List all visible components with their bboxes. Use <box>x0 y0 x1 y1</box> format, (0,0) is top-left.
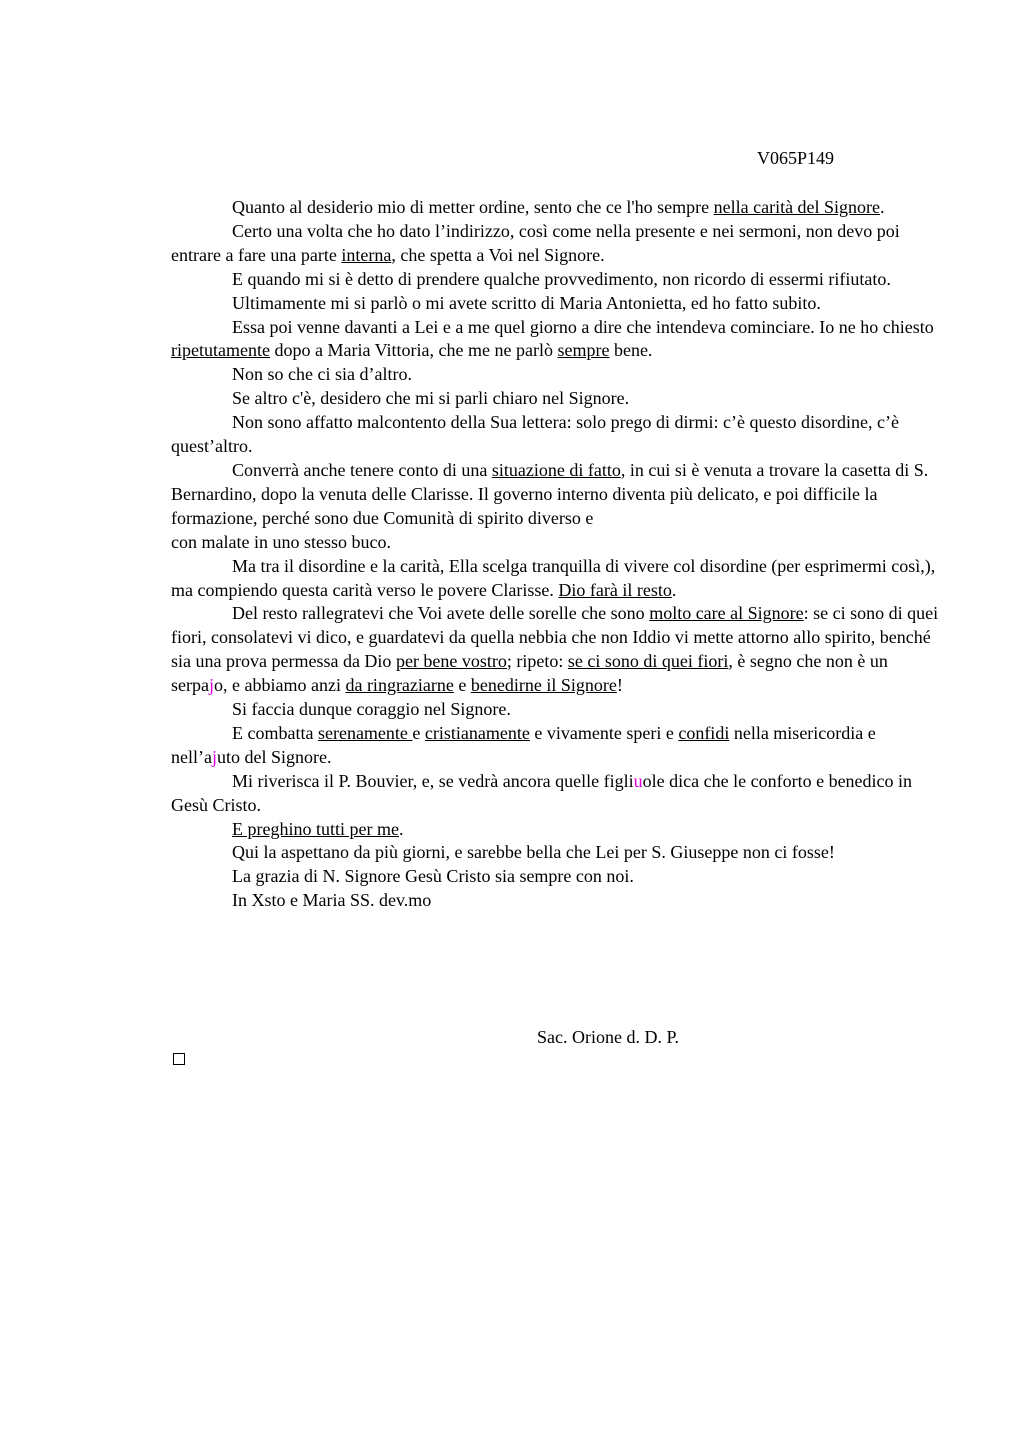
underlined-text: interna <box>341 244 392 265</box>
underlined-text: E preghino tutti per me <box>232 818 399 839</box>
text-run: , in cui si è venuta a trovare la casetta di S. Bernardino, dopo la venuta delle Clarisse. Il governo interno diventa più delicato, e poi difficile la formazione, perché sono due Comunità di spirito diverso e <box>171 459 929 528</box>
underlined-text: ripetutamente <box>171 340 270 361</box>
text-run: Qui la aspettano da più giorni, e sarebbe bella che Lei per S. Giuseppe non ci fosse! <box>232 842 835 863</box>
underlined-text: per bene vostro <box>395 651 507 672</box>
document-id: V065P149 <box>757 148 835 168</box>
text-run: Non so che ci sia d’altro. <box>232 364 412 385</box>
underlined-text: benedirne il Signore <box>470 675 617 696</box>
text-run: In Xsto e Maria SS. dev.mo <box>232 890 432 911</box>
letter-paragraph <box>171 841 941 865</box>
underlined-text: nella carità del Signore <box>713 197 881 217</box>
text-run: Quanto al desiderio mio di metter ordine, sento che ce l'ho sempre <box>232 197 714 217</box>
text-run: con malate in uno stesso buco. <box>171 531 391 552</box>
underlined-text: sempre <box>557 340 610 361</box>
text-run: ole dica che le conforto e benedico in Gesù Cristo. <box>171 770 913 815</box>
text-run: Ultimamente mi si parlò o mi avete scritto di Maria Antonietta, ed ho fatto subito. <box>232 292 821 313</box>
letter-paragraph <box>171 865 941 889</box>
text-run: ! <box>616 675 623 696</box>
text-run: e vivamente speri e <box>529 722 679 743</box>
letter-paragraph <box>171 770 941 818</box>
letter-paragraph <box>171 292 941 316</box>
text-run: Non sono affatto malcontento della Sua lettera: solo prego di dirmi: c’è questo disordine, c’è quest’altro. <box>171 412 899 457</box>
underlined-text: confidi <box>678 722 730 743</box>
text-run: uto del Signore. <box>217 746 332 767</box>
letter-paragraph <box>171 196 941 220</box>
letter-paragraph <box>171 555 941 603</box>
text-run: . <box>398 818 404 839</box>
text-run: , è segno che non è un serpa <box>171 651 888 696</box>
text-run: e <box>412 722 425 743</box>
highlighted-letter: j <box>211 746 217 767</box>
text-run: La grazia di N. Signore Gesù Cristo sia sempre con noi. <box>232 866 634 887</box>
letter-paragraph <box>171 459 941 555</box>
text-run: nella misericordia e nell’a <box>171 722 876 767</box>
checkbox-square-icon <box>173 1053 185 1065</box>
letter-paragraph <box>171 268 941 292</box>
underlined-text: molto care al Signore <box>649 603 804 624</box>
text-run: . <box>671 579 677 600</box>
signature: Sac. Orione d. D. P. <box>537 1027 679 1047</box>
underlined-text: da ringraziarne <box>345 675 454 696</box>
letter-paragraph <box>171 722 941 770</box>
letter-body <box>171 196 941 913</box>
underlined-text: Dio farà il resto <box>558 579 672 600</box>
text-run: ; ripeto: <box>506 651 568 672</box>
underlined-text: situazione di fatto <box>491 459 621 480</box>
text-run: Se altro c'è, desidero che mi si parli chiaro nel Signore. <box>232 388 630 409</box>
underlined-text: serenamente <box>317 722 413 743</box>
text-run: bene. <box>609 340 653 361</box>
text-run: dopo a Maria Vittoria, che me ne parlò <box>269 340 558 361</box>
text-run: E combatta <box>232 722 318 743</box>
text-run: , che spetta a Voi nel Signore. <box>391 244 605 265</box>
text-run: Converrà anche tenere conto di una <box>232 459 492 480</box>
underlined-text: cristianamente <box>424 722 530 743</box>
text-run: Mi riverisca il P. Bouvier, e, se vedrà ancora quelle figli <box>232 770 634 791</box>
text-run: . <box>880 197 885 217</box>
text-run: Si faccia dunque coraggio nel Signore. <box>232 699 511 720</box>
letter-paragraph <box>171 698 941 722</box>
letter-paragraph <box>171 411 941 459</box>
text-run: Essa poi venne davanti a Lei e a me quel giorno a dire che intendeva cominciare. Io ne ho chiesto <box>232 316 934 337</box>
letter-paragraph <box>171 363 941 387</box>
text-run: o, e abbiamo anzi <box>214 675 346 696</box>
highlighted-letter: j <box>208 675 214 696</box>
letter-paragraph <box>171 316 941 364</box>
highlighted-letter: u <box>633 770 643 791</box>
letter-paragraph <box>171 220 941 268</box>
underlined-text: se ci sono di quei fiori <box>567 651 729 672</box>
letter-paragraph <box>171 387 941 411</box>
text-run: : se ci sono di quei fiori, consolatevi vi dico, e guardatevi da quella nebbia che non Iddio vi mette attorno allo spirito, benché sia una prova permessa da Dio <box>171 603 939 672</box>
text-run: Del resto rallegratevi che Voi avete delle sorelle che sono <box>232 603 650 624</box>
text-run: Certo una volta che ho dato l’indirizzo, così come nella presente e nei sermoni, non devo poi entrare a fare una parte <box>171 220 900 265</box>
text-run: E quando mi si è detto di prendere qualche provvedimento, non ricordo di essermi rifiutato. <box>232 268 891 289</box>
text-run: Ma tra il disordine e la carità, Ella scelga tranquilla di vivere col disordine (per esprimermi così,), ma compiendo questa carità verso le povere Clarisse. <box>171 555 936 600</box>
letter-paragraph <box>171 818 941 842</box>
text-run: e <box>453 675 471 696</box>
letter-paragraph <box>171 602 941 698</box>
letter-paragraph <box>171 889 941 913</box>
